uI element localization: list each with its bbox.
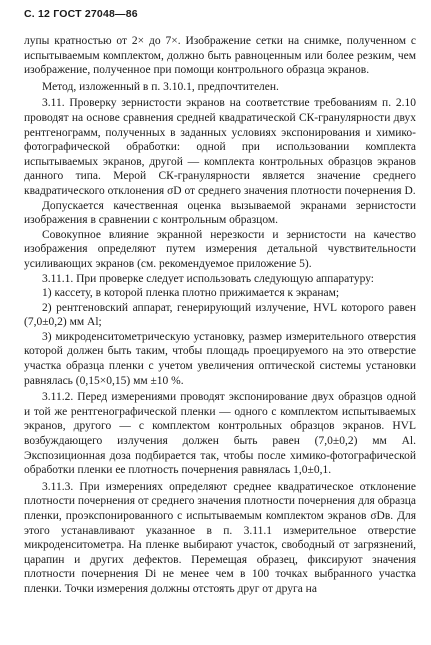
paragraph-7: 1) кассету, в которой пленка плотно прижимается к экранам; xyxy=(42,287,340,300)
paragraph-2: Метод, изложенный в п. 3.10.1, предпочтителен. xyxy=(42,80,279,93)
paragraph-1: лупы кратностью от 2× до 7×. Изображение сетки на снимке, полученном с испытываемым комплектом, должно быть равноценным или более резким, чем изображение, полученное при помощи контрольного образца экранов. xyxy=(24,35,416,77)
paragraph-9: 3) микроденситометрическую установку, размер измерительного отверстия которой должен быть таким, чтобы площадь проецируемого на это отверстие участка образца пленки с учетом увеличения оптической системы установки равнялась (0,15×0,15) мм ±10 %. xyxy=(24,330,416,387)
paragraph-3: 3.11. Проверку зернистости экранов на соответствие требованиям п. 2.10 проводят на основе сравнения средней квадратической СК-гранулярности двух рентгенограмм, полученных в заданных условиях экспонирования и химико-фотографической обработки: одной при использовании комплекта испытываемых экранов, другой — комплекта контрольных образцов экранов данного типа. Мерой СК-гранулярности является значение среднего квадратического отклонения σD от среднего значения плотности почернения D. xyxy=(24,97,416,197)
paragraph-4: Допускается качественная оценка вызываемой экранами зернистости изображения в сравнении с контрольным образцом. xyxy=(24,199,416,227)
page-header: С. 12 ГОСТ 27048—86 xyxy=(24,8,138,20)
paragraph-10: 3.11.2. Перед измерениями проводят экспонирование двух образцов одной и той же рентгенографической пленки — одного с комплектом испытываемых экранов, другого — с комплектом контрольных образцов экранов. HVL возбуждающего излучения должен быть равен (7,0±0,2) мм Al. Экспозиционная доза подбирается так, чтобы после химико-фотографической обработки пленки ее плотность почернения равнялась 1,0±0,1. xyxy=(24,391,416,477)
document-body xyxy=(24,34,416,597)
paragraph-5: Совокупное влияние экранной нерезкости и зернистости на качество изображения определяют путем измерения детальной чувствительности усиливающих экранов (см. рекомендуемое приложение 5). xyxy=(24,228,416,270)
paragraph-8: 2) рентгеновский аппарат, генерирующий излучение, HVL которого равен (7,0±0,2) мм Al; xyxy=(24,301,416,329)
paragraph-6: 3.11.1. При проверке следует использовать следующую аппаратуру: xyxy=(42,272,375,285)
paragraph-11: 3.11.3. При измерениях определяют среднее квадратическое отклонение плотности почернения от среднего значения плотности почернения для образца пленки, проэкспонированного с испытываемым комплектом экранов σDв. Для этого устанавливают указанное в п. 3.11.1 измерительное отверстие микроденситометра. На пленке выбирают участок, свободный от загрязнений, царапин и других дефектов. Перемещая образец, фиксируют значения плотности почернения Di не менее чем в 100 точках выбранного участка пленки. Точки измерения должны отстоять друг от друга на xyxy=(24,480,416,595)
